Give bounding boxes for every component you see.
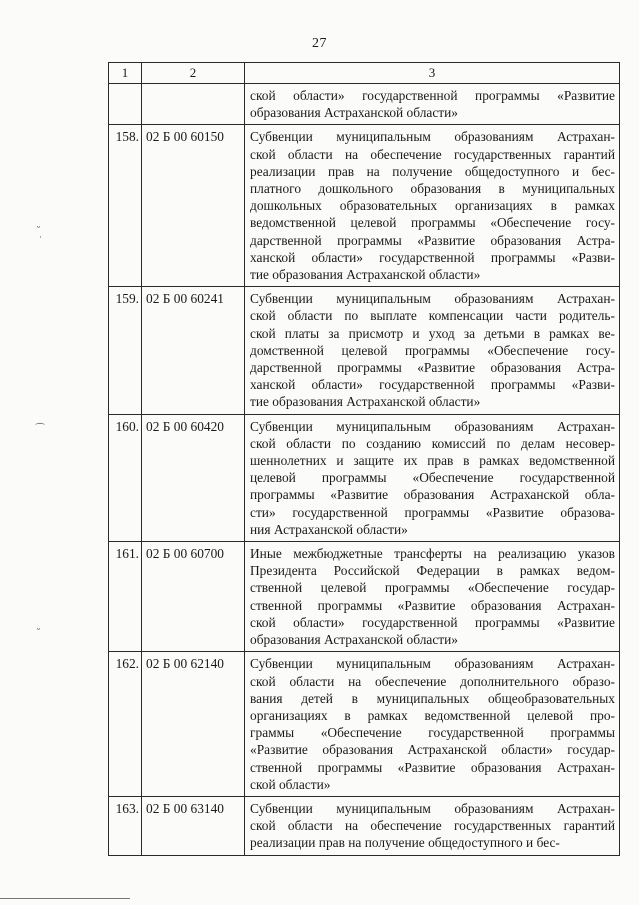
table-row <box>109 542 620 652</box>
description-line: ской области по созданию комиссий по делам несовер- <box>250 435 615 451</box>
row-number-cell: 159. <box>109 287 142 414</box>
margin-scan-mark: ˘ <box>36 628 41 639</box>
description-line: дарственной программы «Развитие образования Астра- <box>250 232 615 248</box>
margin-scan-mark: ⁀ <box>36 424 45 435</box>
budget-code-cell: 02 Б 00 60700 <box>142 542 245 652</box>
description-line: сти» государственной программы «Развитие образова- <box>250 504 615 520</box>
description-line: ственной целевой программы «Обеспечение государ- <box>250 580 615 596</box>
description-cell <box>245 125 620 287</box>
description-cell <box>245 84 620 125</box>
description-line: тие образования Астраханской области» <box>250 394 481 410</box>
margin-scan-mark: ˘ <box>36 226 41 237</box>
table-header-row <box>109 63 620 84</box>
budget-code-cell: 02 Б 00 60420 <box>142 414 245 541</box>
row-number-cell: 163. <box>109 796 142 855</box>
description-line: ханской области» государственной программы «Разви- <box>250 377 615 393</box>
description-line: шеннолетних и защите их прав в рамках ведомственной <box>250 453 615 469</box>
budget-code-table <box>108 62 620 856</box>
description-cell <box>245 287 620 414</box>
description-line: образования Астраханской области» <box>250 105 458 121</box>
row-number-cell <box>109 84 142 125</box>
description-line: ханской области» государственной программы «Разви- <box>250 249 615 265</box>
description-line: ской области на обеспечение государственных гарантий <box>250 146 615 162</box>
description-line: реализации прав на получение общедоступного и бес- <box>250 163 615 179</box>
description-line: Субвенции муниципальным образованиям Астрахан- <box>250 129 615 145</box>
table-row <box>109 84 620 125</box>
header-cell-1: 1 <box>109 63 142 84</box>
description-line: ведомственной целевой программы «Обеспечение госу- <box>250 215 615 231</box>
description-line: Иные межбюджетные трансферты на реализацию указов <box>250 546 615 562</box>
budget-code-cell: 02 Б 00 63140 <box>142 796 245 855</box>
description-line: организациях в рамках ведомственной целевой про- <box>250 707 615 723</box>
row-number-cell: 162. <box>109 652 142 797</box>
page-number: 27 <box>312 36 327 51</box>
description-cell <box>245 414 620 541</box>
footer-rule <box>0 898 130 899</box>
budget-code-cell <box>142 84 245 125</box>
description-line: вания детей в муниципальных общеобразовательных <box>250 690 615 706</box>
description-line: домственной целевой программы «Обеспечение госу- <box>250 342 615 358</box>
description-line: ской платы за присмотр и уход за детьми в рамках ве- <box>250 325 615 341</box>
table-row <box>109 796 620 855</box>
row-number-cell: 160. <box>109 414 142 541</box>
description-line: дарственной программы «Развитие образования Астра- <box>250 360 615 376</box>
header-cell-3: 3 <box>245 63 620 84</box>
description-line: граммы «Обеспечение государственной программы <box>250 725 615 741</box>
description-line: Субвенции муниципальным образованиям Астрахан- <box>250 800 615 816</box>
row-number-cell: 158. <box>109 125 142 287</box>
description-line: ской области по выплате компенсации части родитель- <box>250 308 615 324</box>
budget-code-cell: 02 Б 00 60241 <box>142 287 245 414</box>
table-row <box>109 652 620 797</box>
margin-scan-mark: ˙ <box>38 236 43 247</box>
row-number-cell: 161. <box>109 542 142 652</box>
description-cell <box>245 542 620 652</box>
description-line: ской области» государственной программы «Развитие <box>250 614 615 630</box>
description-line: ственной программы «Развитие образования Астрахан- <box>250 597 615 613</box>
budget-code-cell: 02 Б 00 62140 <box>142 652 245 797</box>
header-cell-2: 2 <box>142 63 245 84</box>
description-line: программы «Развитие образования Астраханской обла- <box>250 487 615 503</box>
description-line: ской области» государственной программы «Развитие <box>250 88 615 103</box>
description-line: ской области на обеспечение государственных гарантий <box>250 818 615 834</box>
description-line: образования Астраханской области» <box>250 632 458 648</box>
description-line: Субвенции муниципальным образованиям Астрахан- <box>250 291 615 307</box>
description-cell <box>245 652 620 797</box>
table-row <box>109 125 620 287</box>
budget-code-cell: 02 Б 00 60150 <box>142 125 245 287</box>
description-line: Субвенции муниципальным образованиям Астрахан- <box>250 418 615 434</box>
table-row <box>109 414 620 541</box>
description-line: платного дошкольного образования в муниципальных <box>250 181 615 197</box>
description-line: реализации прав на получение общедоступного и бес- <box>250 835 560 851</box>
description-line: ния Астраханской области» <box>250 521 408 537</box>
description-line: «Развитие образования Астраханской области» государ- <box>250 742 615 758</box>
description-line: ской области на обеспечение дополнительного образо- <box>250 673 615 689</box>
description-line: ственной программы «Развитие образования Астрахан- <box>250 759 615 775</box>
description-line: ской области» <box>250 776 331 792</box>
description-line: дошкольных образовательных организациях в рамках <box>250 198 615 214</box>
description-line: тие образования Астраханской области» <box>250 267 481 283</box>
description-line: Президента Российской Федерации в рамках ведом- <box>250 563 615 579</box>
description-cell <box>245 796 620 855</box>
table-row <box>109 287 620 414</box>
description-line: целевой программы «Обеспечение государственной <box>250 470 615 486</box>
description-line: Субвенции муниципальным образованиям Астрахан- <box>250 656 615 672</box>
